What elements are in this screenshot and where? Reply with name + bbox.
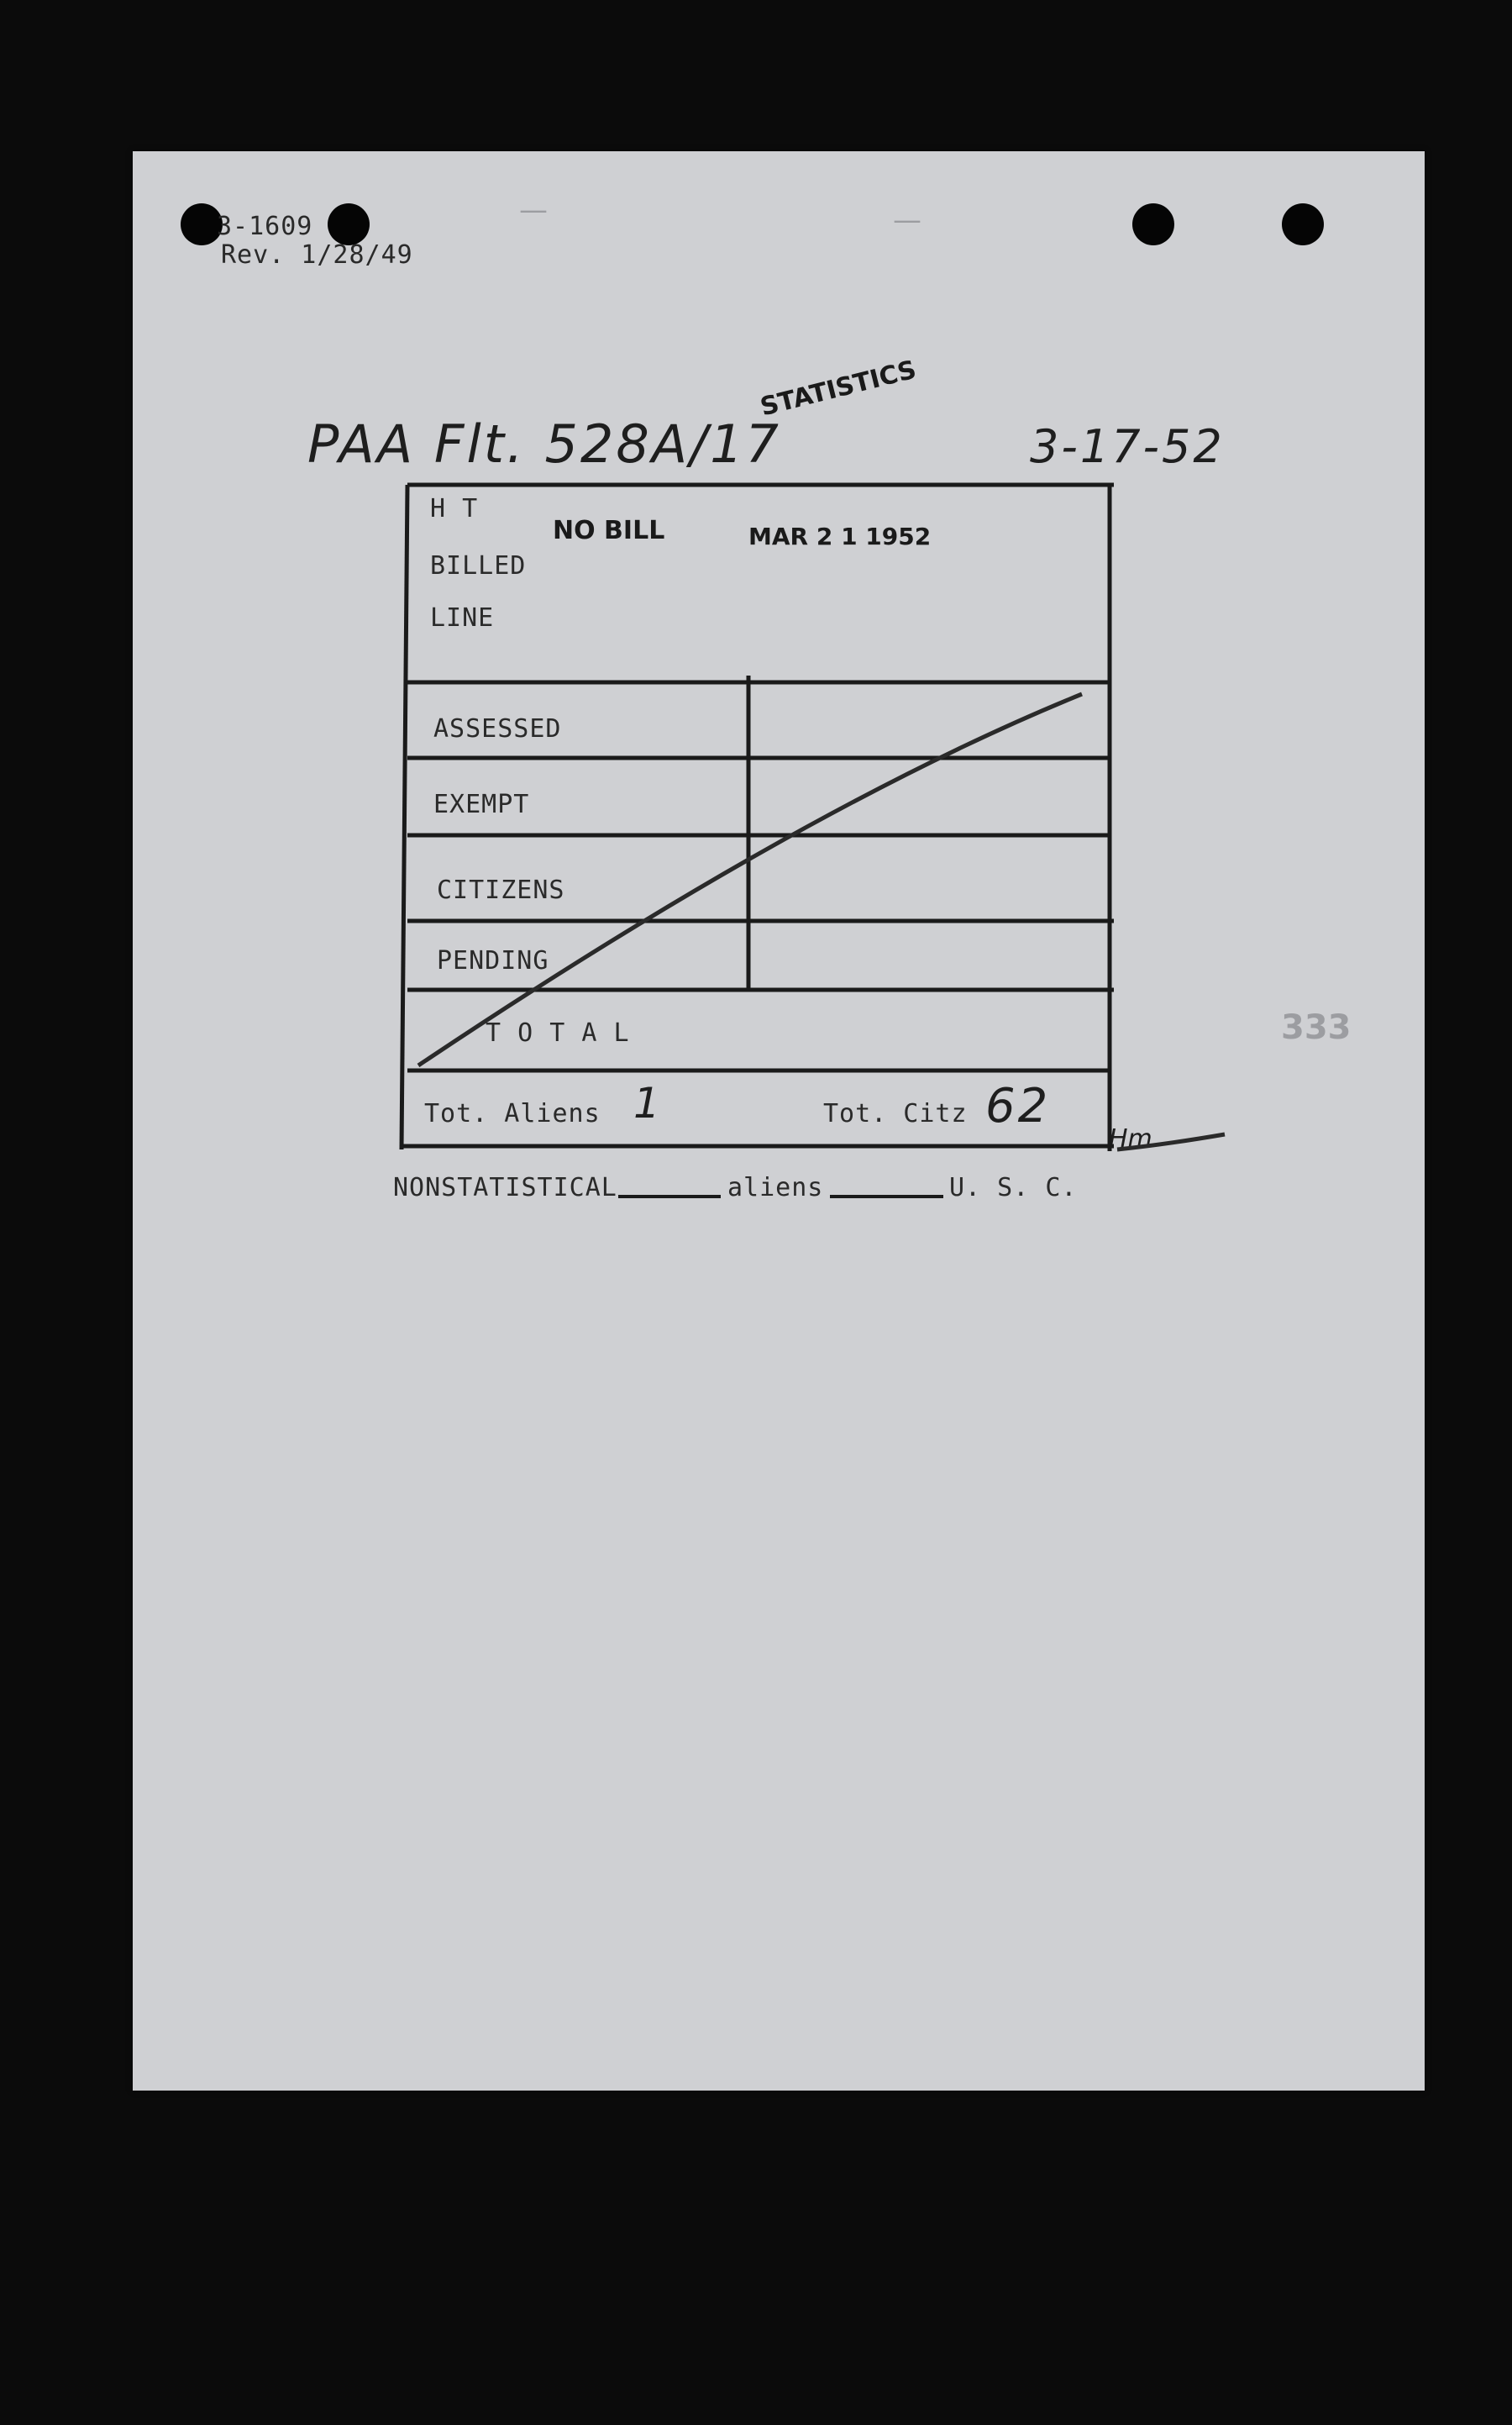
form-number: 3-1609	[217, 212, 313, 241]
tot-cit-value: 62	[985, 1079, 1051, 1134]
row-exempt: EXEMPT	[433, 790, 530, 819]
header-date: 3-17-52	[1030, 420, 1225, 473]
row-assessed: ASSESSED	[433, 714, 562, 744]
page-mark: 333	[1281, 1008, 1352, 1047]
row-total: T O T A L	[486, 1018, 630, 1048]
faint-mark: —	[893, 203, 921, 237]
aliens-label: aliens	[727, 1173, 824, 1202]
label-ht: H T	[430, 494, 479, 523]
document-page	[133, 151, 1425, 2091]
tot-aliens-label: Tot. Aliens	[424, 1099, 601, 1128]
row-pending: PENDING	[437, 946, 549, 976]
row-citizens: CITIZENS	[437, 876, 565, 905]
statistics-stamp: STATISTICS	[757, 355, 920, 423]
table-grid	[133, 151, 1425, 2091]
usc-label: U. S. C.	[949, 1173, 1078, 1202]
tot-cit-label: Tot. Citz	[823, 1099, 968, 1128]
tot-aliens-value: 1	[633, 1079, 663, 1128]
faint-mark: —	[519, 193, 548, 227]
label-line: LINE	[430, 603, 495, 633]
initials: Hm	[1109, 1124, 1152, 1154]
nonstatistical-label: NONSTATISTICAL	[393, 1173, 617, 1202]
date-stamp: MAR 2 1 1952	[748, 523, 932, 550]
flight-number: PAA Flt. 528A/17	[307, 413, 781, 475]
label-billed: BILLED	[430, 551, 527, 581]
form-revision: Rev. 1/28/49	[221, 240, 413, 270]
no-bill-stamp: NO BILL	[553, 516, 665, 545]
